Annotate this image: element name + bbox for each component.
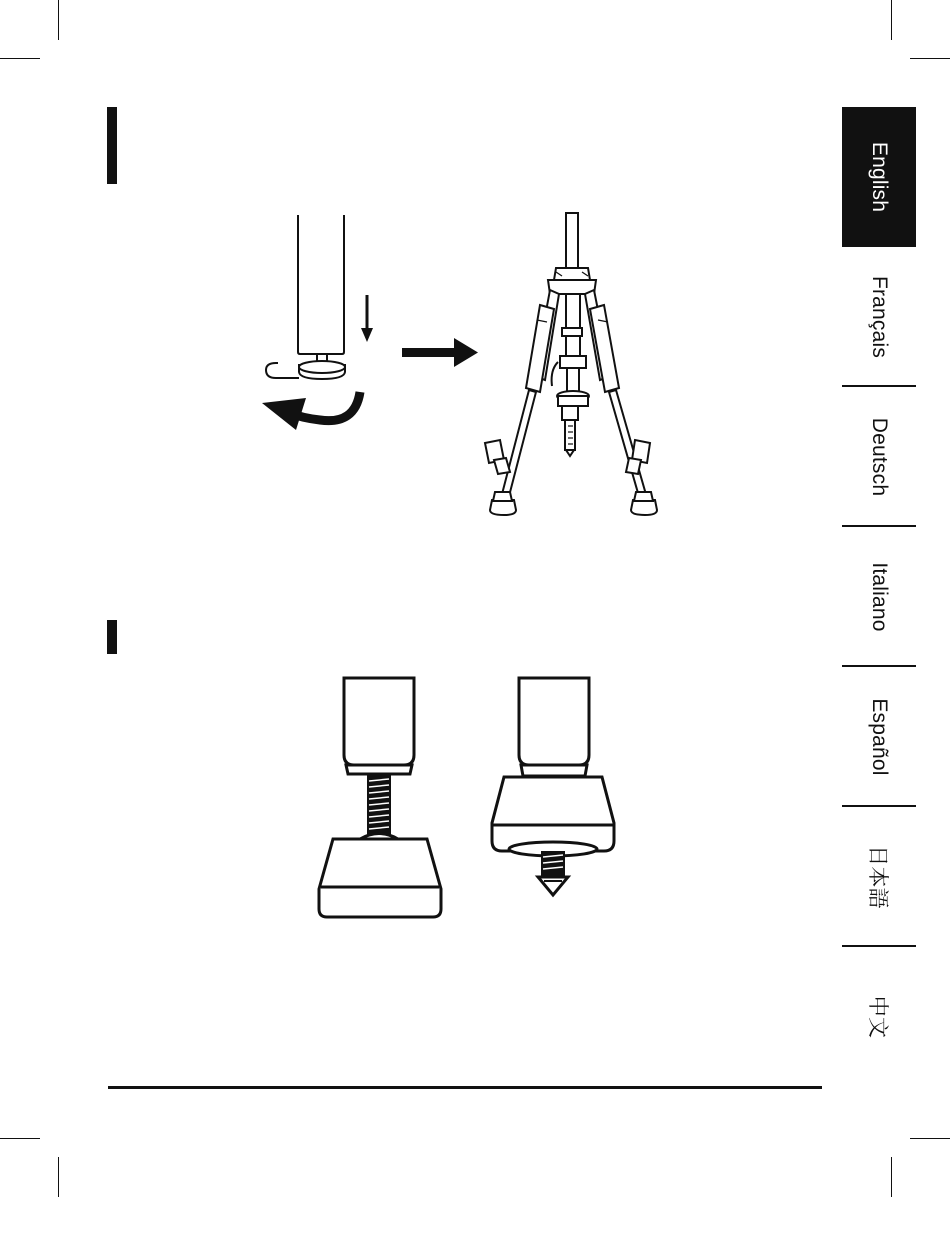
right-arrow-icon [400,336,480,370]
crop-mark [891,0,892,40]
crop-mark [58,1157,59,1197]
rubber-foot-extended-diagram [315,673,445,923]
tab-espanol[interactable] [842,667,916,807]
tab-label: Español [868,698,891,776]
tab-english[interactable] [842,107,916,247]
footer-rule [108,1086,822,1089]
tab-francais[interactable] [842,247,916,387]
tab-label: English [868,141,891,213]
crop-mark [0,1138,40,1139]
tab-italiano[interactable] [842,527,916,667]
language-tabs [842,107,916,1087]
tab-label: 中文 [866,995,889,1039]
tab-japanese[interactable] [842,807,916,947]
tab-label: Italiano [868,562,891,632]
tripod-full-view-diagram [470,210,680,520]
tripod-spike-foot-removal-diagram [250,210,380,440]
crop-mark [58,0,59,40]
tab-chinese[interactable] [842,947,916,1087]
tab-label: Deutsch [868,417,891,497]
crop-mark [0,58,40,59]
crop-mark [910,1138,950,1139]
crop-mark [891,1157,892,1197]
crop-mark [910,58,950,59]
tab-label: 日本語 [866,845,889,909]
tab-deutsch[interactable] [842,387,916,527]
rubber-foot-retracted-diagram [490,673,620,898]
tab-label: Français [868,275,891,359]
section-marker-1 [107,107,117,184]
section-marker-2 [107,620,117,654]
